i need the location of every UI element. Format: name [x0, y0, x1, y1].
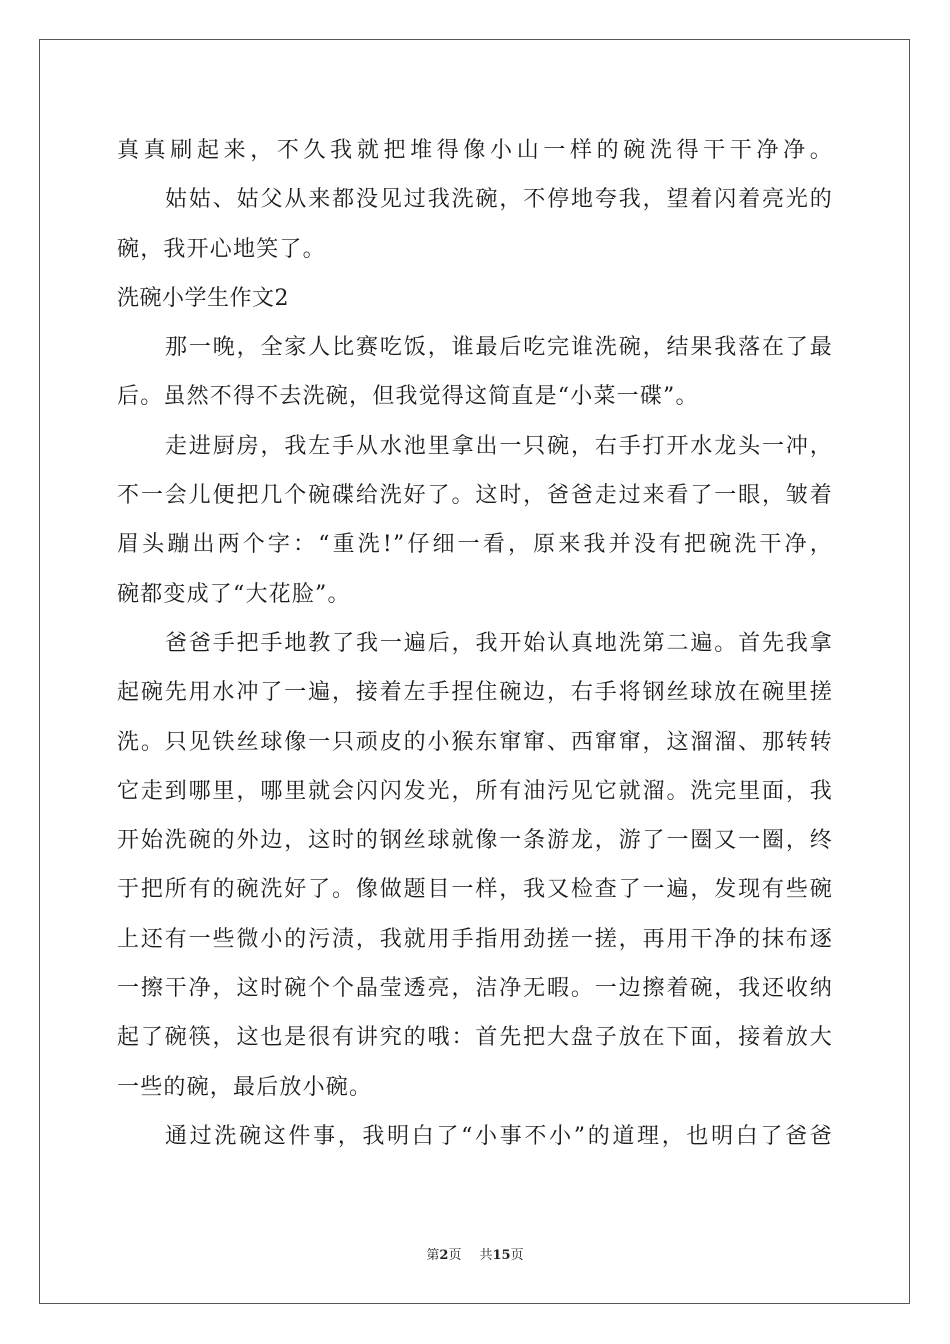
text-line: 后。虽然不得不去洗碗，但我觉得这简直是“小菜一碟”。	[117, 384, 699, 410]
text-line: 碗，我开心地笑了。	[117, 236, 326, 262]
text-line: 开始洗碗的外边，这时的钢丝球就像一条游龙，游了一圈又一圈，终	[117, 828, 833, 854]
text-line: 不一会儿便把几个碗碟给洗好了。这时，爸爸走过来看了一眼，皱着	[117, 483, 833, 509]
text-line: 眉头蹦出两个字：“重洗!”仔细一看，原来我并没有把碗洗干净，	[117, 532, 833, 558]
document-body	[117, 126, 833, 1161]
paragraph-start-line: 姑姑、姑父从来都没见过我洗碗，不停地夸我，望着闪着亮光的	[165, 187, 833, 213]
page-number: 2	[439, 1248, 449, 1263]
text-line: 一些的碗，最后放小碗。	[117, 1074, 373, 1100]
paragraph-start-line: 那一晚，全家人比赛吃饭，谁最后吃完谁洗碗，结果我落在了最	[165, 335, 833, 361]
text-line: 起了碗筷，这也是很有讲究的哦：首先把大盘子放在下面，接着放大	[117, 1025, 833, 1051]
page-prefix: 第	[426, 1248, 440, 1263]
text-line: 上还有一些微小的污渍，我就用手指用劲搓一搓，再用干净的抹布逐	[117, 926, 833, 952]
text-line: 一擦干净，这时碗个个晶莹透亮，洁净无暇。一边擦着碗，我还收纳	[117, 976, 833, 1002]
total-prefix: 共	[479, 1248, 493, 1263]
paragraph-start-line: 走进厨房，我左手从水池里拿出一只碗，右手打开水龙头一冲，	[165, 433, 833, 459]
section-heading: 洗碗小学生作文2	[117, 285, 289, 311]
text-line: 碗都变成了“大花脸”。	[117, 581, 351, 607]
page-suffix: 页	[448, 1248, 462, 1263]
paragraph-start-line: 通过洗碗这件事，我明白了“小事不小”的道理，也明白了爸爸	[165, 1123, 833, 1149]
total-pages: 15	[492, 1248, 511, 1263]
paragraph-start-line: 爸爸手把手地教了我一遍后，我开始认真地洗第二遍。首先我拿	[165, 630, 833, 656]
text-line: 它走到哪里，哪里就会闪闪发光，所有油污见它就溜。洗完里面，我	[117, 778, 833, 804]
text-line: 起碗先用水冲了一遍，接着左手捏住碗边，右手将钢丝球放在碗里搓	[117, 680, 833, 706]
total-suffix: 页	[510, 1248, 524, 1263]
text-line: 真真刷起来，不久我就把堆得像小山一样的碗洗得干干净净。	[117, 138, 833, 163]
page-footer	[0, 1248, 950, 1264]
text-line: 洗。只见铁丝球像一只顽皮的小猴东窜窜、西窜窜，这溜溜、那转转	[117, 729, 833, 755]
text-line: 于把所有的碗洗好了。像做题目一样，我又检查了一遍，发现有些碗	[117, 877, 833, 903]
